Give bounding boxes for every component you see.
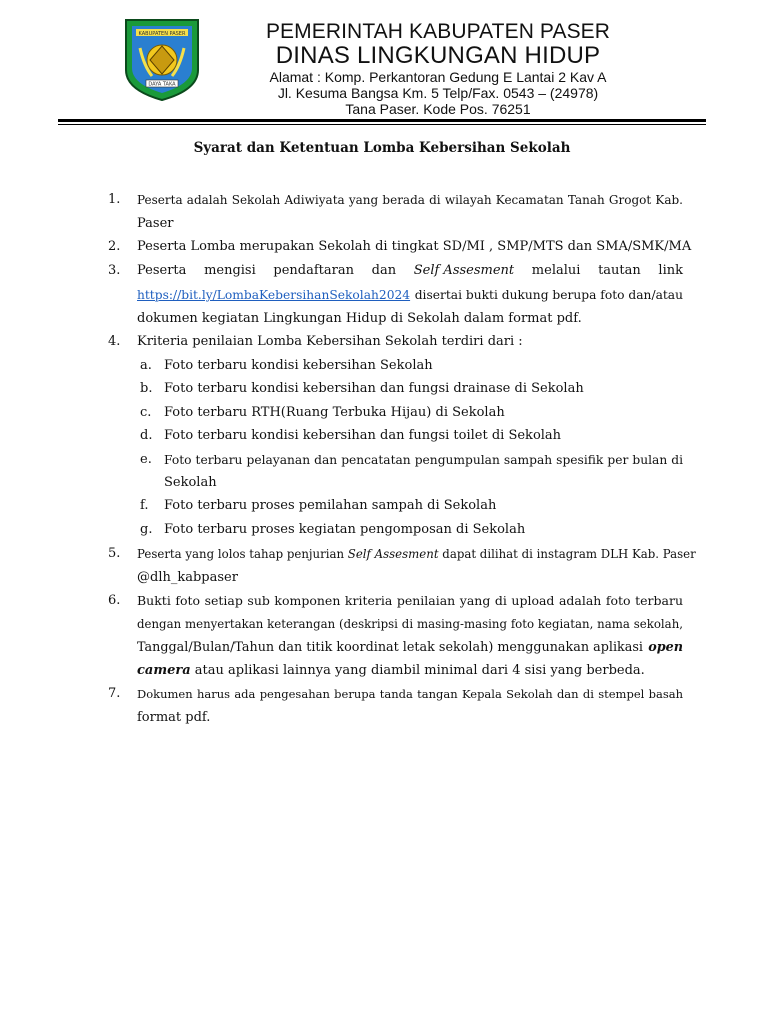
sub-item-letter: f. [140,498,149,513]
sub-item-g: Foto terbaru proses kegiatan pengomposan di Sekolah [164,522,526,537]
item-6-line-2: dengan menyertakan keterangan (deskripsi di masing-masing foto kegiatan, nama sekolah, [137,617,683,631]
sub-item-letter: c. [140,405,152,420]
item-6-line-1: Bukti foto setiap sub komponen kriteria penilaian yang di upload adalah foto terbaru [137,593,683,608]
text-word: link [658,263,683,278]
item-5-italic: Self Assesment [347,547,439,561]
item-3-line-2 [137,286,683,304]
header-government-name: PEMERINTAH KABUPATEN PASER [265,20,611,43]
text-word: mengisi [204,263,256,278]
sub-item-e-line-1: Foto terbaru pelayanan dan pencatatan pengumpulan sampah spesifik per bulan di [164,453,683,467]
text-word: tautan [598,263,641,278]
item-number: 3. [108,263,121,278]
item-number: 6. [108,593,121,608]
item-number: 4. [108,334,121,349]
item-2-text: Peserta Lomba merupakan Sekolah di tingkat SD/MI , SMP/MTS dan SMA/SMK/MA [137,239,692,254]
item-number: 7. [108,686,121,701]
header-divider-thick [58,119,706,122]
sub-item-e-line-2: Sekolah [164,475,217,490]
svg-text:KABUPATEN PASER: KABUPATEN PASER [138,31,186,37]
item-number: 1. [108,192,121,207]
item-6-line-3-text: Tanggal/Bulan/Tahun dan titik koordinat letak sekolah) menggunakan aplikasi [137,640,643,655]
sub-item-letter: a. [140,358,152,373]
item-6-bold-italic: open [648,640,683,655]
item-1-line-2: Paser [137,216,174,231]
header-address-line-3: Tana Paser. Kode Pos. 76251 [345,101,531,117]
instagram-handle: @dlh_kabpaser [137,570,238,585]
header-address-line-1: Alamat : Komp. Perkantoran Gedung E Lantai 2 Kav A [269,69,607,85]
text-word: dan [371,263,397,278]
sub-item-a: Foto terbaru kondisi kebersihan Sekolah [164,358,433,373]
item-3-line-1 [137,262,683,280]
item-number: 2. [108,239,121,254]
item-6-line-3 [137,639,683,657]
item-4-text: Kriteria penilaian Lomba Kebersihan Sekolah terdiri dari : [137,334,523,349]
sub-item-letter: d. [140,428,153,443]
item-3-line-2-rest: disertai bukti dukung berupa foto dan/atau [414,288,683,302]
sub-item-f: Foto terbaru proses pemilahan sampah di Sekolah [164,498,497,513]
registration-link[interactable]: https://bit.ly/LombaKebersihanSekolah2024 [137,288,411,302]
sub-item-letter: g. [140,522,153,537]
header-address-line-2: Jl. Kesuma Bangsa Km. 5 Telp/Fax. 0543 – (24978) [277,85,599,101]
document-title: Syarat dan Ketentuan Lomba Kebersihan Sekolah [193,140,571,156]
item-5-line-1 [137,545,696,563]
text-word: Peserta [137,263,187,278]
item-5-prefix: Peserta yang lolos tahap penjurian [137,547,348,561]
sub-item-d: Foto terbaru kondisi kebersihan dan fungsi toilet di Sekolah [164,428,562,443]
item-3-line-3: dokumen kegiatan Lingkungan Hidup di Sekolah dalam format pdf. [137,311,582,326]
item-6-bold-italic: camera [137,663,191,678]
kabupaten-paser-logo [122,18,202,102]
item-1-line-1: Peserta adalah Sekolah Adiwiyata yang berada di wilayah Kecamatan Tanah Grogot Kab. [137,193,683,207]
header-agency-name: DINAS LINGKUNGAN HIDUP [275,42,601,69]
item-7-line-2: format pdf. [137,710,211,725]
header-divider-thin [58,124,706,125]
item-5-suffix: dapat dilihat di instagram DLH Kab. Paser [438,547,696,561]
sub-item-letter: e. [140,452,152,467]
sub-item-letter: b. [140,381,153,396]
sub-item-b: Foto terbaru kondisi kebersihan dan fungsi drainase di Sekolah [164,381,584,396]
item-7-line-1: Dokumen harus ada pengesahan berupa tanda tangan Kepala Sekolah dan di stempel basah [137,687,683,701]
text-word-italic: Self Assesment [413,263,515,278]
text-word: pendaftaran [273,263,354,278]
svg-text:DAYA TAKA: DAYA TAKA [148,81,176,88]
text-word: melalui [531,263,581,278]
sub-item-c: Foto terbaru RTH(Ruang Terbuka Hijau) di Sekolah [164,405,505,420]
item-number: 5. [108,546,121,561]
item-6-line-4 [137,662,645,680]
item-6-line-4-text: atau aplikasi lainnya yang diambil minimal dari 4 sisi yang berbeda. [190,663,645,678]
